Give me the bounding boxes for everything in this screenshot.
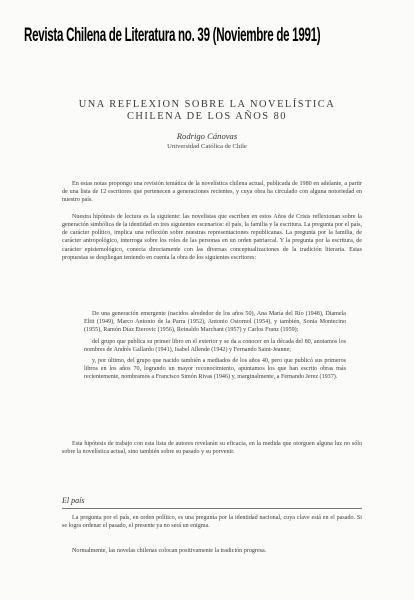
- closing-text: Esta hipótesis de trabajo con esta lista de autores revelarán su eficacia, en la medida que otorguen alguna luz no sólo sobre la novelística actual, sino también sobre su pasado y su porvenir.: [62, 441, 362, 456]
- quote-emerging-generation: De una generación emergente (nacidos alrededor de los años 50), Ana María del Río (1948), Diamela Eltit (1949), Marco Antonio de la Parra (1952), Antonio Ostornol (1954), y también, Sonia Montecino (1955), Ramón Díaz Eterovic (1956), Reinaldo Marchant (1957) y Carlos Franz (1959);: [84, 311, 346, 334]
- article-title-line1: UNA REFLEXION SOBRE LA NOVELÍSTICA: [78, 99, 336, 110]
- author-list-quote: [84, 310, 346, 385]
- closing-paragraph: [62, 440, 362, 456]
- quote-seventies-group: y, por último, del grupo que nacido también a mediados de los años 40, pero que publicó sus primeros libros en los años 70, logrando un mayor reconocimiento, apuntamos los que han escrito obras más recientemente, nombramos a Francisco Simón Rivas (1946) y, marginalmente, a Fernando Jerez (1937).: [84, 358, 346, 381]
- author-affiliation: Universidad Católica de Chile: [167, 143, 247, 150]
- journal-stamp: Revista Chilena de Literatura no. 39 (Noviembre de 1991): [24, 24, 321, 47]
- article-title-line2: CHILENA DE LOS AÑOS 80: [126, 111, 287, 122]
- intro-text: En estas notas propongo una revisión temática de la novelística chilena actual, publicada de 1980 en adelante, a partir de una lista de 12 escritores que pertenecen a generaciones recientes, y cuya obra ha circulado con alguna notoriedad en nuestro país.: [62, 181, 362, 204]
- intro-paragraph: [62, 180, 362, 204]
- hypothesis-paragraph: [62, 213, 362, 262]
- section-paragraph-1: [62, 514, 362, 530]
- author-name: Rodrigo Cánovas: [176, 131, 238, 141]
- section-paragraph-2: [62, 547, 362, 555]
- section-p1-text: La pregunta por el país, en orden político, es una pregunta por la identidad nacional, cuya clave está en el pasado. Si se logra ordenar el pasado, el presente ya no será un enigma.: [62, 515, 362, 530]
- quote-exterior-group: del grupo que publica su primer libro en el exterior y se da a conocer en la década del 80, anotamos los nombres de Andrés Gallardo (1941), Isabel Allende (1942) y Fernando Saint-Jeanne;: [84, 338, 346, 353]
- section-p2-text: Normalmente, las novelas chilenas colocan positivamente la tradición progresa.: [72, 548, 267, 554]
- section-rule: [62, 508, 362, 509]
- section-heading: El país: [62, 496, 85, 505]
- hypothesis-text: Nuestra hipótesis de lectura es la siguiente: las novelistas que escriben en estos Años de Crisis reflexionan sobre la generación simbólica de la identidad en tres siguientes escenarios: el país, la familia y la escritura. La pregunta por el país, de carácter político, implica una reflexión sobre nuestras representaciones republicanas. La pregunta por la familia, de carácter antropológico, interroga sobre los roles de las personas en un orden patriarcal. Y la pregunta por la escritura, de carácter epistemológico, conecta directamente con las diversas conceptualizaciones de la tradición literaria. Estas propuestas se despliegan teniendo en cuenta la obra de los siguientes escritores:: [62, 214, 362, 261]
